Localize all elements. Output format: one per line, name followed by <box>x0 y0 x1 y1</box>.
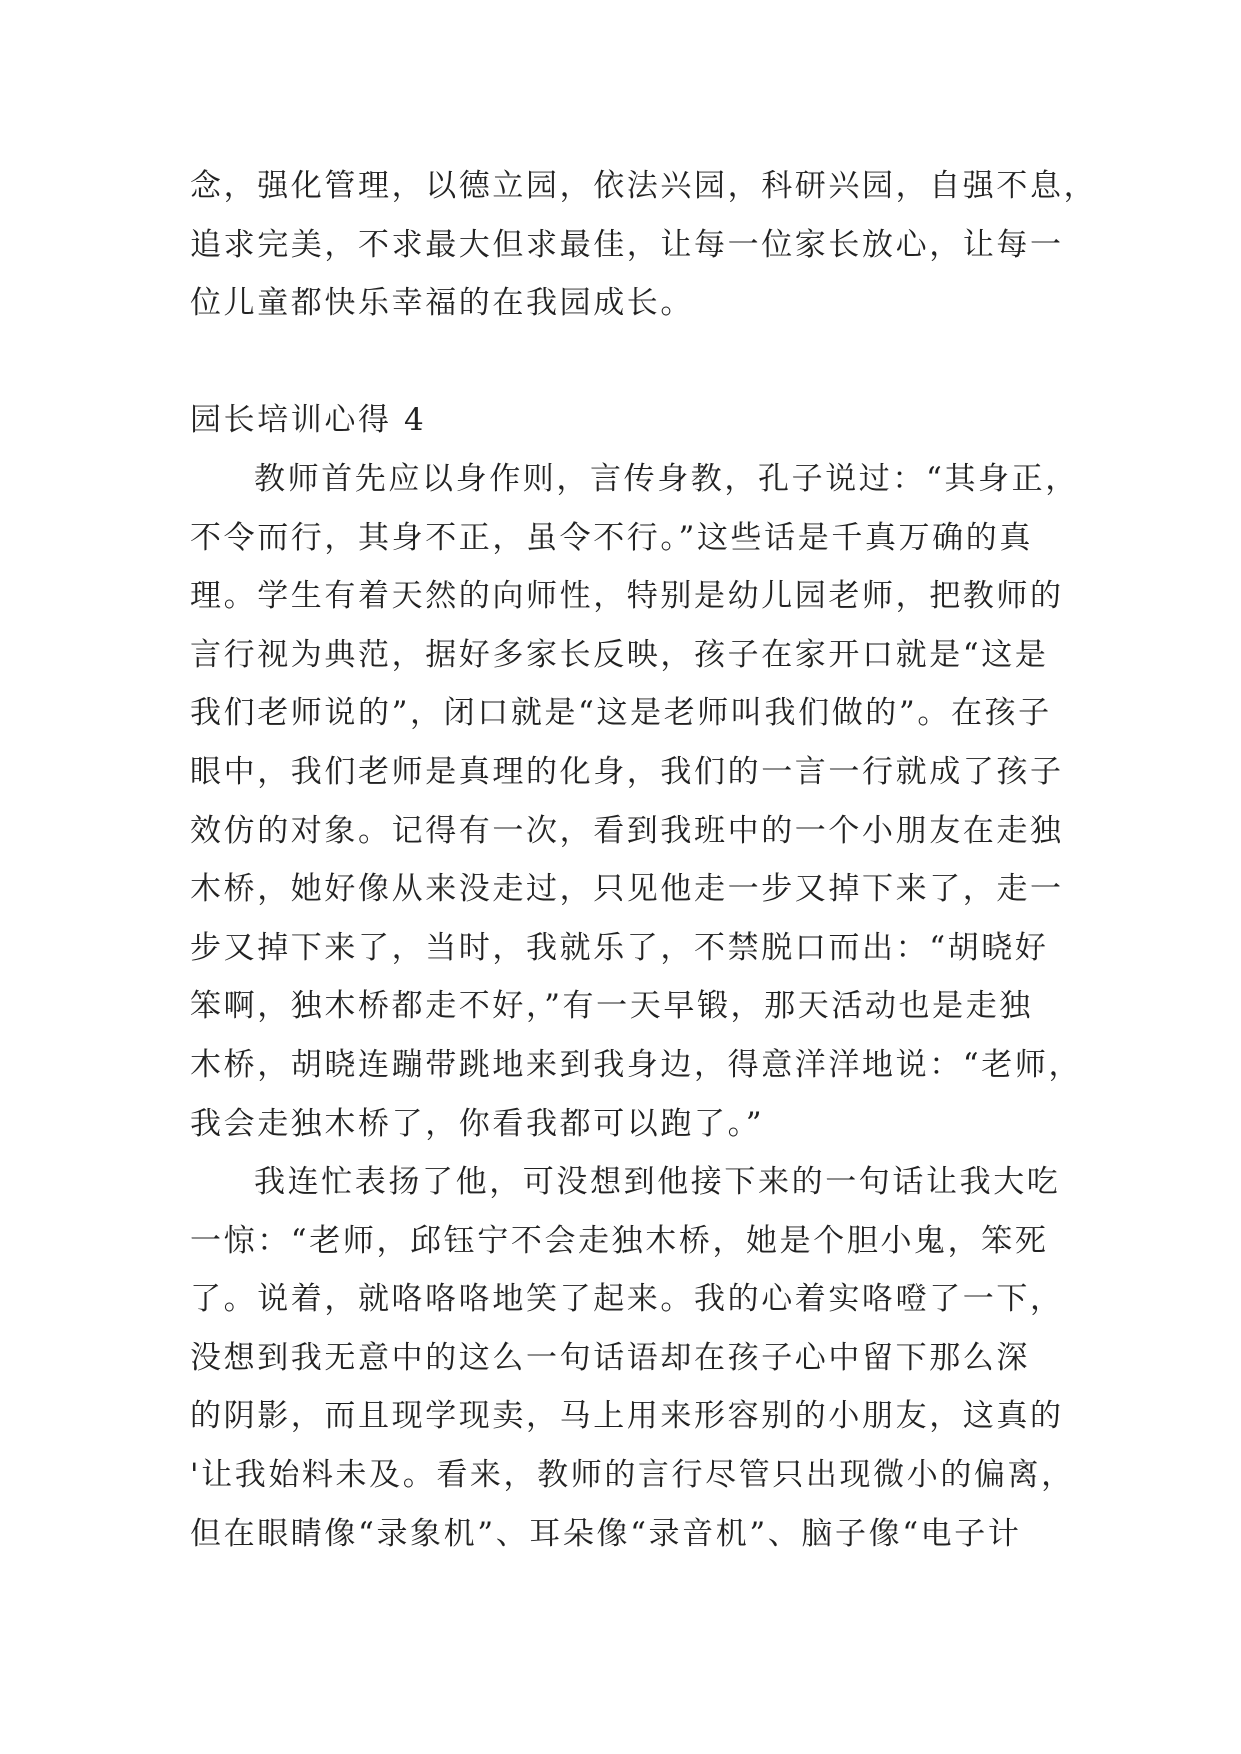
section-heading: 园长培训心得 4 <box>190 402 427 439</box>
paragraph-spacer <box>190 333 1070 392</box>
text-line: 的阴影，而且现学现卖，马上用来形容别的小朋友，这真的 <box>190 1398 1064 1435</box>
text-line: 但在眼睛像“录象机”、耳朵像“录音机”、脑子像“电子计 <box>190 1515 1022 1552</box>
paragraph-2 <box>190 450 1083 1153</box>
paragraph-1 <box>190 157 1098 333</box>
text-line: 了。说着，就咯咯咯地笑了起来。我的心着实咯噔了一下， <box>190 1281 1064 1318</box>
text-line: 不令而行，其身不正，虽令不行。”这些话是千真万确的真 <box>190 519 1033 556</box>
text-line: 步又掉下来了，当时，我就乐了，不禁脱口而出：“胡晓好 <box>190 929 1049 966</box>
paragraph-3 <box>190 1153 1075 1563</box>
text-line: 木桥，胡晓连蹦带跳地来到我身边，得意洋洋地说：“老师， <box>190 1046 1083 1083</box>
text-line: 笨啊，独木桥都走不好，”有一天早锻，那天活动也是走独 <box>190 988 1033 1025</box>
text-line: 教师首先应以身作则，言传身教，孔子说过：“其身正， <box>254 460 1079 497</box>
text-line: 念，强化管理，以德立园，依法兴园，科研兴园，自强不息， <box>190 168 1098 204</box>
text-line: 没想到我无意中的这么一句话语却在孩子心中留下那么深 <box>190 1339 1030 1376</box>
text-line: 我会走独木桥了，你看我都可以跑了。” <box>190 1105 765 1142</box>
text-line: 木桥，她好像从来没走过，只见他走一步又掉下来了，走一 <box>190 871 1064 908</box>
text-line: 言行视为典范，据好多家长反映，孩子在家开口就是“这是 <box>190 636 1049 673</box>
text-line: 我们老师说的”，闭口就是“这是老师叫我们做的”。在孩子 <box>190 695 1052 732</box>
text-line: 效仿的对象。记得有一次，看到我班中的一个小朋友在走独 <box>190 812 1064 849</box>
text-line: 追求完美，不求最大但求最佳，让每一位家长放心，让每一 <box>190 226 1064 263</box>
text-line: 位儿童都快乐幸福的在我园成长。 <box>190 285 694 322</box>
text-line: 一惊：“老师，邱钰宁不会走独木桥，她是个胆小鬼，笨死 <box>190 1222 1049 1259</box>
text-line: 我连忙表扬了他，可没想到他接下来的一句话让我大吃 <box>254 1164 1061 1201</box>
document-body <box>190 157 1098 1563</box>
text-line: 理。学生有着天然的向师性，特别是幼儿园老师，把教师的 <box>190 578 1064 615</box>
text-line: '让我始料未及。看来，教师的言行尽管只出现微小的偏离， <box>190 1457 1075 1494</box>
text-line: 眼中，我们老师是真理的化身，我们的一言一行就成了孩子 <box>190 753 1064 790</box>
